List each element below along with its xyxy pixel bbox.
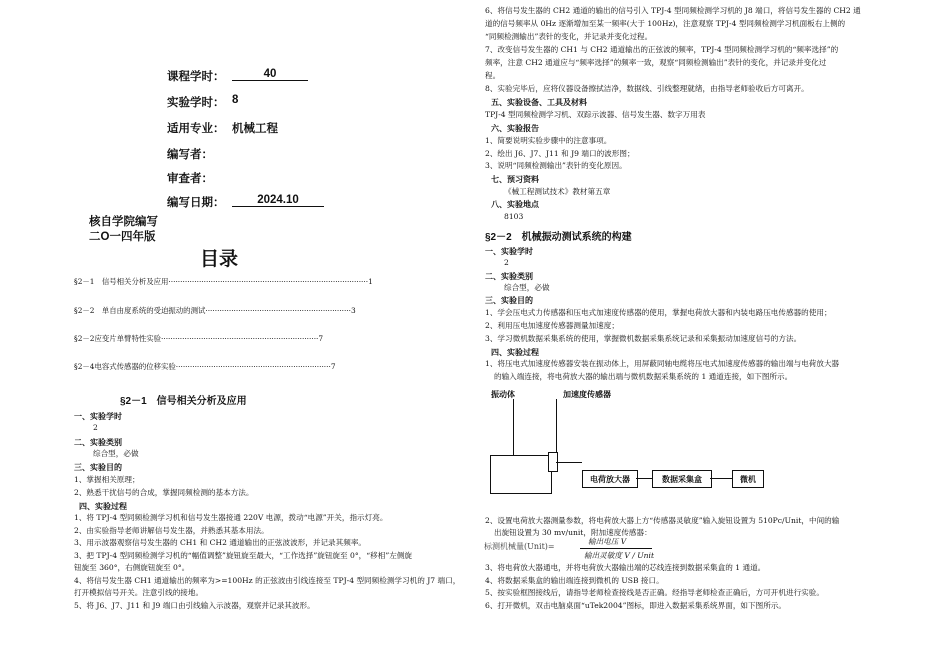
body-text: 3、将电荷放大器通电，并将电荷放大器输出端的芯线连接到数据采集盒的 1 通道。	[485, 563, 766, 572]
toc-item[interactable]: §2－2应变片单臂特性实验···································································7	[74, 334, 324, 343]
body-text: 3、用示波器观察信号发生器的 CH1 和 CH2 通道输出的正弦波波形，并记录其频率。	[74, 538, 367, 547]
major-label: 适用专业：	[167, 123, 225, 135]
course-hours-value: 40	[232, 68, 308, 81]
body-text: 1、掌握相关原理；	[74, 475, 140, 484]
section-heading: §2－2 机械振动测试系统的构建	[485, 232, 632, 243]
body-text: 3、学习微机数据采集系统的使用，掌握微机数据采集系统记录和采集振动加速度信号的方法。	[485, 334, 802, 343]
subsection-heading: 三、实验目的	[485, 296, 533, 305]
leader-line	[513, 399, 514, 455]
body-text: 2、利用压电加速度传感器测量加速度；	[485, 321, 619, 330]
body-text: 6、将信号发生器的 CH2 通道的输出的信号引入 TPJ-4 型同频检测学习机的 J8 端口，将信号发生器的 CH2 通	[485, 6, 861, 15]
vibration-body	[490, 455, 552, 494]
subsection-heading: 三、实验目的	[74, 463, 122, 472]
body-text: 道的信号频率从 0Hz 逐渐增加至某一频率(大于 100Hz)，注意观察 TPJ-4 型同频检测学习机面板右上侧的	[485, 19, 846, 28]
body-text: 《械工程测试技术》教材第五章	[504, 187, 611, 196]
body-text: TPJ-4 型同频检测学习机、双踪示波器、信号发生器、数字万用表	[485, 110, 706, 119]
connection-line	[556, 462, 582, 463]
connection-line	[636, 478, 652, 479]
exp-hours-label: 实验学时：	[167, 97, 225, 109]
publisher-line1: 核自学院编写	[89, 216, 158, 228]
section-heading: §2－1 信号相关分析及应用	[120, 396, 247, 407]
body-text: 2、由实验指导老师讲解信号发生器，并熟悉其基本用法。	[74, 526, 269, 535]
toc-title: 目录	[200, 248, 239, 270]
body-text: 综合型，必做	[504, 283, 550, 292]
body-text: 5、按实验框图接线后，请指导老师检查接线是否正确。经指导老师检查正确后，方可开机进行实验。	[485, 588, 824, 597]
body-text: 4、将信号发生器 CH1 通道输出的频率为>=100Hz 的正弦波由引线连接至 TPJ-4 型同频检测学习机的 J7 端口，	[74, 576, 461, 585]
body-text: 7、改变信号发生器的 CH1 与 CH2 通道输出的正弦波的频率，TPJ-4 型同频检测学习机的“频率选择”的	[485, 45, 839, 54]
date-label: 编写日期：	[167, 197, 225, 209]
body-text: 1、简要说明实验步骤中的注意事项。	[485, 136, 612, 145]
charge-amp-box: 电荷放大器	[582, 470, 638, 488]
body-text: 3、把 TPJ-4 型同频检测学习机的“幅值调整”旋钮旋至最大，“工作选择”旋钮旋至 0°，“移相”左侧旋	[74, 551, 412, 560]
subsection-heading: 一、实验学时	[74, 412, 122, 421]
body-text: 打开模拟信号开关。注意引线的接地。	[74, 588, 204, 597]
body-text: 1、将 TPJ-4 型同频检测学习机和信号发生器接通 220V 电源，拨动“电源”开关，指示灯亮。	[74, 513, 388, 522]
writer-label: 编写者：	[167, 149, 213, 161]
subsection-heading: 四、实验过程	[79, 502, 127, 511]
formula-denominator: 输出灵敏度 V / Unit	[584, 551, 655, 560]
formula-numerator: 输出电压 V	[588, 537, 627, 546]
fraction-bar	[580, 548, 652, 549]
exp-hours-value: 8	[232, 94, 239, 106]
body-text: 综合型，必做	[93, 449, 139, 458]
subsection-heading: 六、实验报告	[491, 124, 539, 133]
body-text: 2	[504, 258, 509, 267]
subsection-heading: 二、实验类别	[485, 272, 533, 281]
body-text: 5、将 J6、J7、J11 和 J9 端口由引线输入示波器，观察并记录其波形。	[74, 601, 315, 610]
body-text: 2、熟悉干扰信号的合成，掌握同频检测的基本方法。	[74, 488, 254, 497]
reviewer-label: 审查者：	[167, 173, 213, 185]
vibration-body-label: 振动体	[491, 390, 515, 399]
major-value: 机械工程	[232, 123, 278, 135]
body-text: 出旋钮设置为 30 mv/unit，附加速度传感器：	[494, 528, 652, 537]
body-text: 程。	[485, 71, 501, 80]
body-text: 2、设置电荷放大器测量参数，将电荷放大器上方“传感器灵敏度”输入旋钮设置为 510Pc/Unit，中间的输	[485, 516, 840, 525]
body-text: 钮旋至 360°，右侧旋钮旋至 0°。	[74, 563, 190, 572]
formula-left: 标测机械量(Unit)=	[484, 542, 555, 551]
date-value: 2024.10	[232, 194, 324, 207]
toc-item[interactable]: §2－1 信号相关分析及应用·····················································································1	[74, 277, 373, 286]
subsection-heading: 二、实验类别	[74, 438, 122, 447]
body-text: 8103	[504, 212, 524, 221]
accel-sensor-label: 加速度传感器	[563, 390, 611, 399]
body-text: 2、绘出 J6、J7、J11 和 J9 端口的波形图；	[485, 149, 635, 158]
body-text: 4、将数据采集盒的输出端连接到微机的 USB 接口。	[485, 576, 664, 585]
subsection-heading: 四、实验过程	[491, 348, 539, 357]
body-text: “同频检测输出”表针的变化，并记录并变化过程。	[485, 32, 653, 41]
subsection-heading: 八、实验地点	[491, 200, 539, 209]
body-text: 6、打开微机，双击电脑桌面“uTek2004”图标，即进入数据采集系统界面，如下图所示。	[485, 601, 786, 610]
course-hours-label: 课程学时：	[167, 71, 225, 83]
subsection-heading: 七、预习资料	[491, 175, 539, 184]
subsection-heading: 五、实验设备、工具及材料	[491, 98, 587, 107]
toc-item[interactable]: §2－4电容式传感器的位移实验··································································7	[74, 362, 336, 371]
daq-box: 数据采集盒	[652, 470, 712, 488]
body-text: 1、将压电式加速度传感器安装在振动体上，用屏蔽同轴电缆将压电式加速度传感器的输出端与电荷放大器	[485, 359, 840, 368]
body-text: 的输入端连接，将电荷放大器的输出端与微机数据采集系统的 1 通道连接，如下图所示。	[494, 372, 793, 381]
publisher-line2: 二O一四年版	[89, 231, 156, 243]
toc-item[interactable]: §2－2 单自由度系统的受迫振动的测试······························································3	[74, 306, 356, 315]
body-text: 2	[93, 423, 98, 432]
body-text: 1、学会压电式力传感器和压电式加速度传感器的使用，掌握电荷放大器和内装电路压电传感器的使用；	[485, 308, 832, 317]
body-text: 3、说明“同频检测输出”表针的变化原因。	[485, 161, 627, 170]
leader-line	[556, 399, 557, 452]
body-text: 频率，注意 CH2 通道应与“频率选择”的频率一致，观察“同频检测输出”表针的变化，并记录并变化过	[485, 58, 827, 67]
subsection-heading: 一、实验学时	[485, 247, 533, 256]
connection-line	[710, 478, 732, 479]
body-text: 8、实验完毕后，应将仪器设备擦拭洁净，数据线、引线整理就绪，由指导老师验收后方可离开。	[485, 84, 809, 93]
pc-box: 微机	[732, 470, 764, 488]
